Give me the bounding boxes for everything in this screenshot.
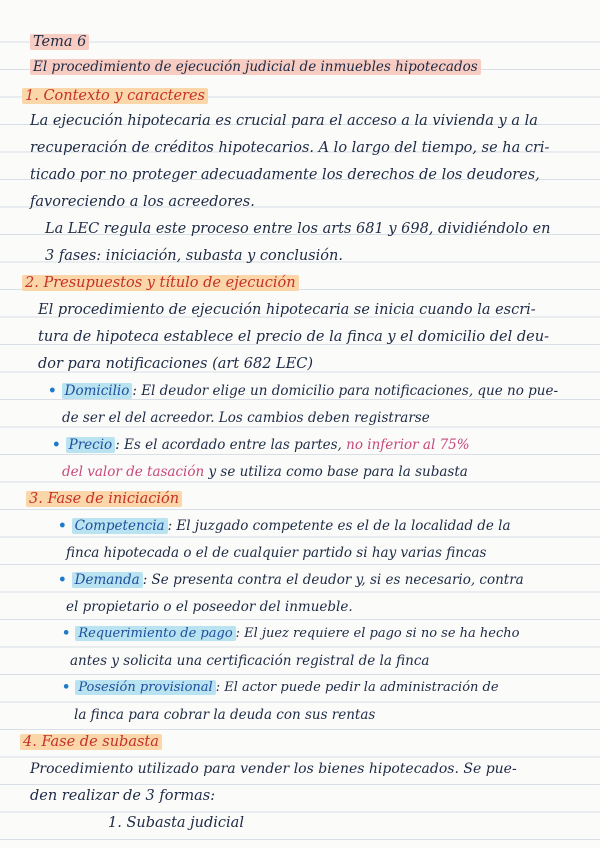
bullet-dot: • [52,437,61,453]
s3-bullet-requerimiento: • Requerimiento de pago : El juez requiere el pago si no se ha hecho [62,626,520,641]
term-domicilio: Domicilio [62,383,133,399]
s4-list-item-1: 1. Subasta judicial [108,815,244,831]
s3-bullet-demanda: • Demanda : Se presenta contra el deudor y, si es necesario, contra [58,572,524,588]
bullet-dot: • [58,572,67,588]
s3-bullet-competencia: • Competencia : El juzgado competente es el de la localidad de la [58,518,511,534]
section-3-heading: 3. Fase de iniciación [26,489,182,509]
s2-line-2: tura de hipoteca establece el precio de la finca y el domicilio del deu- [38,329,549,345]
bullet-dot: • [48,383,57,399]
s4-line-2: den realizar de 3 formas: [30,788,216,804]
s1-line-6: 3 fases: iniciación, subasta y conclusión. [45,248,343,264]
s2-line-3: dor para notificaciones (art 682 LEC) [38,356,314,372]
s3-bullet-requerimiento-cont: antes y solicita una certificación registral de la finca [70,653,430,669]
bullet-dot: • [62,680,71,695]
s2-bullet-domicilio: • Domicilio : El deudor elige un domicilio para notificaciones, que no pue- [48,383,559,399]
topic-label: Tema 6 [30,32,89,52]
s3-bullet-posesion: • Posesión provisional : El actor puede pedir la administración de [62,680,499,695]
term-requerimiento: Requerimiento de pago [75,626,235,641]
s1-line-4: favoreciendo a los acreedores. [30,194,255,210]
s2-bullet-domicilio-cont: de ser el del acreedor. Los cambios deben registrarse [62,410,430,426]
section-4-heading: 4. Fase de subasta [20,732,162,752]
s3-bullet-competencia-cont: finca hipotecada o el de cualquier partido si hay varias fincas [66,545,487,561]
s3-bullet-posesion-cont: la finca para cobrar la deuda con sus rentas [74,707,376,723]
s1-line-1: La ejecución hipotecaria es crucial para el acceso a la vivienda y a la [30,113,538,129]
term-precio: Precio [66,437,116,453]
s2-bullet-precio: • Precio : Es el acordado entre las partes, no inferior al 75% [52,437,470,453]
section-1-heading: 1. Contexto y caracteres [22,86,208,106]
bullet-dot: • [62,626,71,641]
s2-line-1: El procedimiento de ejecución hipotecaria se inicia cuando la escri- [38,302,536,318]
s1-line-5: La LEC regula este proceso entre los arts 681 y 698, dividiéndolo en [45,221,551,237]
s1-line-2: recuperación de créditos hipotecarios. A lo largo del tiempo, se ha cri- [30,140,550,156]
term-demanda: Demanda [72,572,143,588]
s1-line-3: ticado por no proteger adecuadamente los derechos de los deudores, [30,167,540,183]
bullet-dot: • [58,518,67,534]
term-competencia: Competencia [72,518,168,534]
term-posesion: Posesión provisional [75,680,215,695]
s4-line-1: Procedimiento utilizado para vender los bienes hipotecados. Se pue- [30,761,517,777]
s2-bullet-precio-cont: del valor de tasación y se utiliza como base para la subasta [62,464,468,480]
page-title: El procedimiento de ejecución judicial de inmuebles hipotecados [30,57,481,77]
section-2-heading: 2. Presupuestos y título de ejecución [22,273,299,293]
s3-bullet-demanda-cont: el propietario o el poseedor del inmueble. [66,599,353,615]
